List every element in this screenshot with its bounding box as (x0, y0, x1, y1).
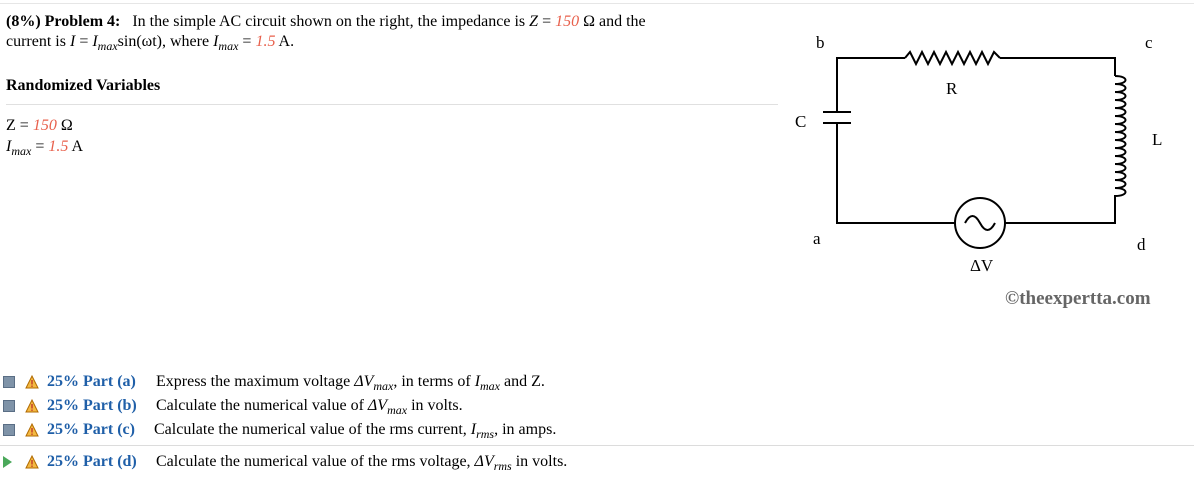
sub: max (480, 379, 501, 394)
rv-z-value: 150 (32, 117, 57, 134)
resistor (905, 52, 1000, 64)
rv-i-label: I (6, 138, 12, 155)
sub: max (373, 379, 394, 394)
z-symbol: Z (529, 13, 539, 30)
top-divider (0, 3, 1194, 4)
watermark: ©theexpertta.com (1005, 288, 1151, 309)
problem-where: , where (161, 33, 214, 50)
amp-unit: A (275, 33, 291, 50)
label-c: c (1145, 33, 1153, 52)
sub: rms (493, 459, 512, 474)
z-value: 150 (555, 13, 580, 30)
ohm-unit: Ω (579, 13, 595, 30)
imax-sub: max (97, 39, 118, 54)
imax-value: 1.5 (255, 33, 276, 50)
imax-sub: max (218, 39, 239, 54)
delta-v: ΔV (367, 397, 388, 414)
sub: max (387, 403, 408, 418)
rv-i-unit: A (68, 138, 84, 155)
randomized-imax (6, 138, 83, 159)
sub: rms (476, 427, 495, 442)
rv-z-label: Z (6, 117, 16, 134)
part-d-text-1: Calculate the numerical value of the rms voltage, (156, 453, 475, 470)
rv-i-sub: max (11, 144, 32, 159)
wire-left-top (837, 58, 905, 112)
part-a-text-3: and Z. (500, 373, 545, 390)
randomized-variables-title: Randomized Variables (6, 77, 161, 94)
part-c-label[interactable]: 25% Part (c) (47, 421, 135, 438)
label-L: L (1152, 130, 1163, 149)
sin-expression: sin(ωt) (117, 33, 162, 50)
part-d-row[interactable] (0, 445, 1194, 478)
part-a-row[interactable] (0, 370, 1194, 394)
collapse-toggle-icon[interactable] (3, 424, 15, 436)
problem-text-1: In the simple AC circuit shown on the right, the impedance is (132, 13, 530, 30)
part-d-text (156, 446, 567, 482)
warning-icon (25, 375, 39, 389)
equals: = (15, 117, 33, 134)
equals: = (538, 13, 556, 30)
problem-weight: (8%) (6, 13, 41, 30)
equals: = (75, 33, 93, 50)
warning-icon (25, 423, 39, 437)
i-symbol: I (69, 33, 76, 50)
expand-play-icon[interactable] (3, 456, 12, 468)
warning-icon (25, 399, 39, 413)
randomized-z (6, 117, 73, 135)
part-b-text-1: Calculate the numerical value of (156, 397, 368, 414)
part-d-label[interactable]: 25% Part (d) (47, 453, 137, 470)
rv-z-unit: Ω (56, 117, 73, 134)
part-d-text-2: in volts. (511, 453, 568, 470)
parts-list (0, 370, 1194, 478)
problem-text-3: current is (6, 33, 70, 50)
delta-v: ΔV (474, 453, 494, 470)
part-b-text-2: in volts. (407, 397, 463, 414)
wire-left-bottom (837, 123, 955, 223)
part-b-label[interactable]: 25% Part (b) (47, 397, 137, 414)
wire-top-right (1000, 58, 1115, 76)
part-a-label[interactable]: 25% Part (a) (47, 373, 136, 390)
problem-statement (6, 12, 786, 56)
label-R: R (946, 79, 958, 98)
circuit-diagram (790, 28, 1170, 283)
randomized-divider (6, 104, 778, 105)
imax-symbol: I (213, 33, 219, 50)
equals: = (31, 138, 49, 155)
part-c-text (154, 418, 556, 446)
period: . (290, 33, 295, 50)
label-C: C (795, 112, 807, 131)
collapse-toggle-icon[interactable] (3, 376, 15, 388)
ac-source-wave (965, 216, 995, 230)
imax-symbol: I (92, 33, 98, 50)
label-a: a (813, 229, 821, 248)
i-symbol: I (474, 373, 481, 390)
part-c-row[interactable] (0, 418, 1194, 442)
problem-text-2: and the (594, 13, 646, 30)
wire-bottom-right (1005, 200, 1115, 223)
delta-v: ΔV (354, 373, 374, 390)
warning-icon (25, 455, 39, 469)
inductor (1115, 76, 1126, 200)
part-a-text-2: , in terms of (393, 373, 475, 390)
label-b: b (816, 33, 825, 52)
label-d: d (1137, 235, 1146, 254)
label-dV: ΔV (970, 256, 994, 275)
problem-label: Problem 4: (44, 13, 121, 30)
part-a-text-1: Express the maximum voltage (156, 373, 355, 390)
part-c-text-1: Calculate the numerical value of the rms current, (154, 421, 471, 438)
part-c-text-2: , in amps. (494, 421, 557, 438)
collapse-toggle-icon[interactable] (3, 400, 15, 412)
rv-i-value: 1.5 (48, 138, 69, 155)
i-symbol: I (470, 421, 477, 438)
equals: = (238, 33, 256, 50)
part-b-row[interactable] (0, 394, 1194, 418)
